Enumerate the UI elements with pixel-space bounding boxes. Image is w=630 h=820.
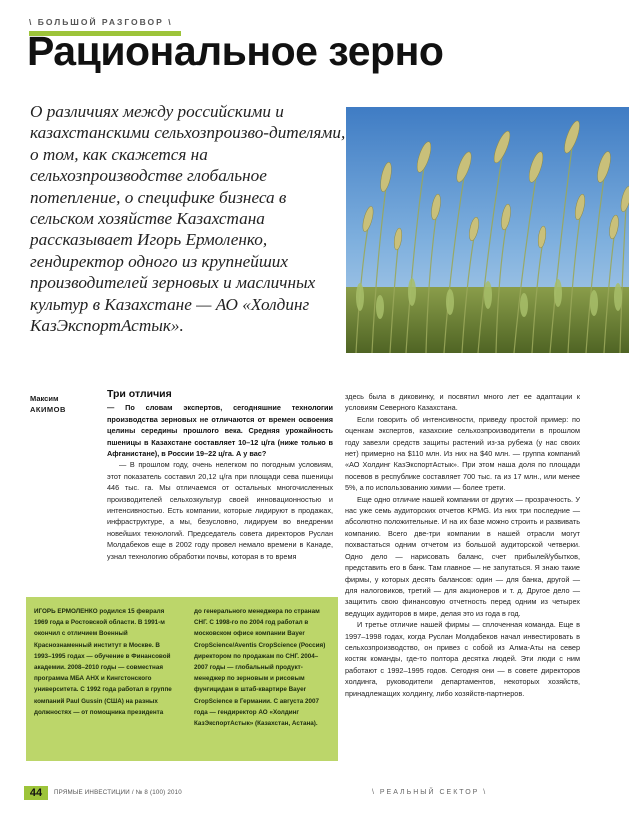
paragraph: И третье отличие нашей фирмы — сплоченная команда. Еще в 1997–1998 годах, когда Руслан Молдабеков начал инвестировать в сельхозпроизводство, он привез с собой из Алма-Аты на север костяк команды, где-то полтора десятка людей. Эти люди с ним работают с 1992–1995 годов. Сегодня они — в совете директоров холдинга, руководители департаментов, некоторых хозяйств, принадлежащих холдингу, либо хозяйств-партнеров. — [345, 620, 580, 698]
wheat-field-illustration — [346, 107, 629, 353]
interview-question: — По словам экспертов, сегодняшние технологии производства зерновых не отличаются от времен освоения целины середины прошлого века. Средняя урожайность пшеницы в Казахстане составляет 10–12 ц/га (ниже только в Афганистане), в России 19–22 ц/га. А у вас? — [107, 403, 333, 459]
page-title: Рациональное зерно — [27, 28, 444, 74]
page-number: 44 — [24, 786, 48, 800]
lead-paragraph: О различиях между российскими и казахстанскими сельхозпроизво-дителями, о том, как скажется на сельхозпроизводстве глобальное потепление, о специфике бизнеса в сельском хозяйстве Казахстана рассказывает Игорь Ермоленко, гендиректор одного из крупнейших производителей зерновых и масличных культур в Казахстане — АО «Холдинг КазЭкспортАстык». — [30, 102, 346, 336]
paragraph: Если говорить об интенсивности, приведу простой пример: по оценкам экспертов, казахские сельхозпроизводители в прошлом году завезли средств защиты растений из-за рубежа (у нас своих нет) примерно на $110 млн. Из них на $40 млн. — группа компаний «АО Холдинг КазЭкспортАстык». При этом наша доля по площади посевов в республике составляет 700 тыс. га из 17 млн., или менее 5%, а по использованию химии — более трети. — [345, 414, 580, 493]
paragraph: здесь была в диковинку, и посвятил много лет ее адаптации к условиям Северного Казахстана. — [345, 392, 580, 413]
section-heading: Три отличия — [107, 388, 172, 400]
wheat-field-photo — [346, 107, 629, 353]
author-first-name: Максим — [30, 394, 59, 403]
author-byline — [30, 393, 100, 415]
publication-name: ПРЯМЫЕ ИНВЕСТИЦИИ / № 8 (100) 2010 — [54, 789, 182, 796]
paragraph: Еще одно отличие нашей компании от других — прозрачность. У нас уже семь аудиторских отчетов KPMG. Из них три последние — абсолютно положительные. И на их базе можно строить и развивать компанию. Всего две-три компании в нашей отрасли могут похвастаться одним отчетом из большой аудиторской четверки. Одно дело — нарисовать баланс, счет прибылей/убытков, представить его в банк. Там главное — не запутаться. Я знаю такие фирмы, у которых десять балансов: один — для банка, другой — для налоговиков, третий — для акционеров и т. д. Другое дело — защитить свою финансовую отчетность перед одним из четырех ведущих аудиторов в мире, делая это из года в год. — [345, 494, 580, 618]
bio-text-right: до генерального менеджера по странам СНГ. С 1998-го по 2004 год работал в московском офисе компании Bayer CropScience/Aventis CropScience (Россия) директором по продажам по СНГ. 2004–2007 годы — глобальный продукт-менеджер по зерновым и рисовым фунгицидам в штаб-квартире Bayer CropScience в Германии. С августа 2007 года — гендиректор АО «Холдинг КазЭкспортАстык» (Казахстан, Астана). — [194, 608, 326, 728]
rubric: \ БОЛЬШОЙ РАЗГОВОР \ — [29, 17, 173, 27]
section-label: \ РЕАЛЬНЫЙ СЕКТОР \ — [372, 789, 488, 796]
bio-box — [26, 597, 338, 761]
article-column-1 — [107, 389, 333, 562]
paragraph: — В прошлом году, очень нелегком по погодным условиям, этот показатель составил 20,12 ц/га при площади сева пшеницы 446 тыс. га. Мы отличаемся от остальных многочисленных производителей сельхозкультур своей инновационностью и интенсивностью. Есть компании, которые лидируют в продажах, инфраструктуре, а мы, безусловно, лидируем во внедрении новейших технологий. Председатель совета директоров Руслан Молдабеков еще в 2002 году провел немало времени в Канаде, узнал технологию обработки почвы, которая в то время — [107, 460, 333, 561]
bio-text-left: ИГОРЬ ЕРМОЛЕНКО родился 15 февраля 1969 года в Ростовской области. В 1991-м окончил с отличием Военный Краснознаменный институт в Москве. В 1993–1995 годах — обучение в Финансовой академии. 2008–2010 годы — совместная программа МБА АНХ и Кингстонского университета. С 1992 года работал в группе компаний Paul Gussin (США) на разных должностях — от помощника президента — [34, 608, 172, 716]
author-last-name: АКИМОВ — [30, 405, 66, 414]
article-column-2 — [345, 391, 580, 699]
